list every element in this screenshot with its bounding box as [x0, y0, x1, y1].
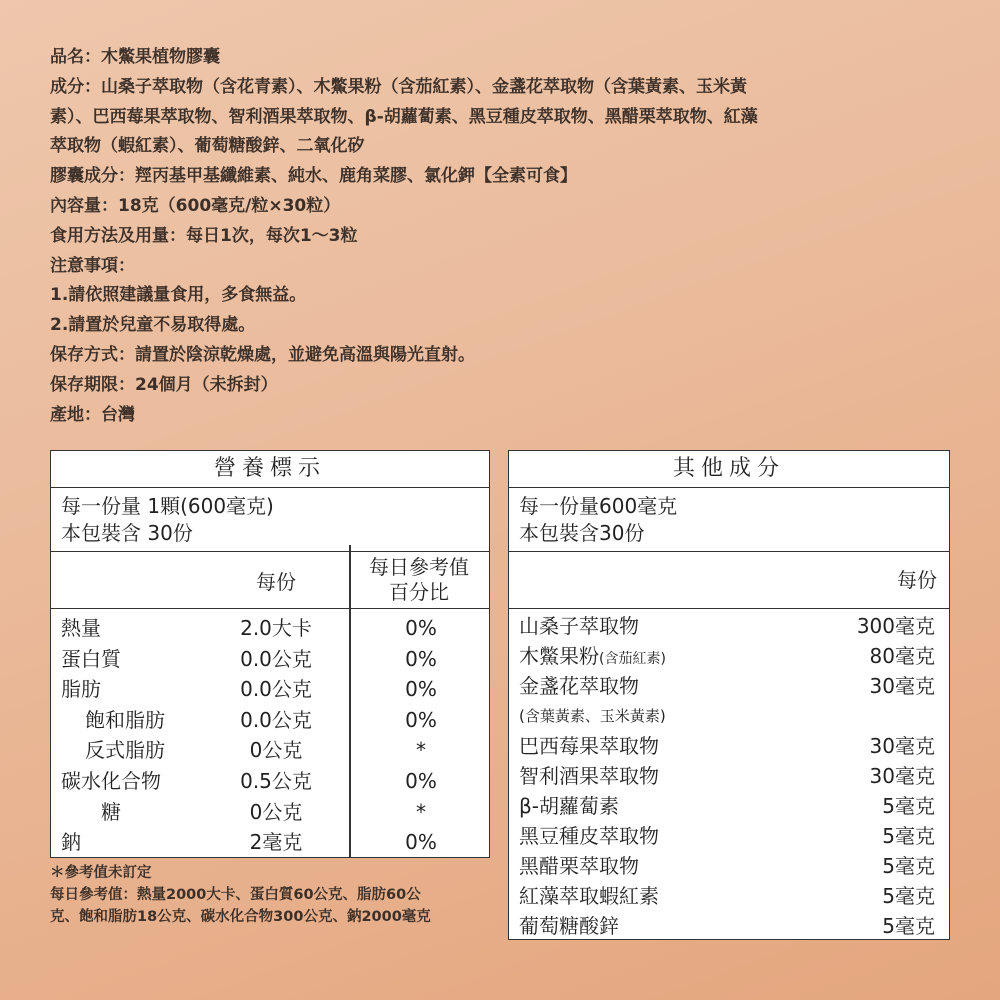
ingredient-name: 黑豆種皮萃取物	[519, 824, 659, 848]
table-row	[51, 705, 489, 736]
servings-per-package: 本包裝含30份	[519, 521, 645, 545]
ingredient-name: 山桑子萃取物	[519, 614, 639, 638]
table-row	[509, 881, 949, 911]
serving-size: 每一份量 1顆(600毫克)	[61, 494, 274, 518]
nutrient-name: 鈉	[61, 830, 81, 855]
nutrient-value: 0.0公克	[240, 646, 312, 671]
other-ingredient-rows	[509, 609, 949, 941]
ingredient-note: (含茄紅素)	[599, 651, 666, 667]
nutrient-daily: 0%	[405, 616, 437, 640]
nutrition-column-header	[51, 552, 489, 609]
ingredient-name-text: 木鱉果粉	[519, 644, 599, 668]
servings-per-package: 本包裝含 30份	[61, 521, 193, 545]
other-ingredients-table	[508, 450, 950, 940]
daily-value-header-line1: 每日參考值	[369, 555, 469, 579]
ingredients-line: 素）、巴西莓果萃取物、智利酒果萃取物、β-胡蘿蔔素、黑豆種皮萃取物、黑醋栗萃取物、紅藻	[50, 106, 758, 127]
per-serving-header: 每份	[256, 570, 296, 594]
per-serving-header: 每份	[509, 552, 949, 609]
daily-value-header-line2: 百分比	[389, 580, 449, 604]
nutrient-name: 熱量	[61, 616, 101, 640]
table-row	[509, 701, 949, 731]
ingredient-name: 葡萄糖酸鋅	[519, 914, 619, 938]
nutrient-name: 反式脂肪	[85, 738, 165, 763]
nutrient-name: 糖	[101, 799, 121, 824]
nutrition-facts-table	[50, 450, 490, 858]
shelf-life-line: 保存期限：24個月（未拆封）	[50, 374, 278, 395]
ingredient-amount: 80毫克	[869, 644, 935, 668]
nutrient-daily: 0%	[405, 830, 437, 855]
nutrition-footnote	[50, 862, 500, 928]
nutrient-value: 0公克	[249, 799, 303, 824]
table-row	[509, 671, 949, 701]
net-content-line: 內容量：18克（600毫克/粒×30粒）	[50, 195, 341, 216]
table-row	[509, 851, 949, 881]
table-row	[509, 821, 949, 851]
nutrient-value: 0.0公克	[240, 707, 312, 732]
storage-line: 保存方式：請置於陰涼乾燥處，並避免高溫與陽光直射。	[50, 344, 475, 365]
ingredient-amount: 5毫克	[882, 824, 935, 848]
ingredient-amount: 30毫克	[869, 764, 935, 788]
capsule-ingredients-line: 膠囊成分：羥丙基甲基纖維素、純水、鹿角菜膠、氯化鉀【全素可食】	[50, 166, 577, 187]
usage-line: 食用方法及用量：每日1次，每次1～3粒	[50, 225, 358, 246]
table-row	[509, 791, 949, 821]
ingredient-amount: 30毫克	[869, 674, 935, 698]
nutrient-daily: 0%	[405, 768, 437, 793]
ingredient-name	[519, 641, 666, 674]
ingredient-amount: 30毫克	[869, 734, 935, 758]
nutrient-daily: 0%	[405, 646, 437, 671]
ingredient-name: 巴西莓果萃取物	[519, 734, 659, 758]
ingredient-name: β-胡蘿蔔素	[519, 794, 619, 818]
ingredients-line: 萃取物（蝦紅素）、葡萄糖酸鋅、二氧化矽	[50, 136, 365, 157]
origin-line: 產地：台灣	[50, 404, 135, 425]
nutrient-value: 2.0大卡	[240, 616, 312, 640]
table-row	[51, 644, 489, 675]
ingredient-name: 金盞花萃取物	[519, 674, 639, 698]
table-row	[51, 797, 489, 828]
table-row	[51, 766, 489, 797]
serving-size: 每一份量600毫克	[519, 494, 678, 518]
ingredient-note: (含葉黃素、玉米黃素)	[519, 707, 666, 725]
nutrient-name: 脂肪	[61, 677, 101, 702]
notice-item: 2.請置於兒童不易取得處。	[50, 315, 256, 336]
notice-item: 1.請依照建議量食用，多食無益。	[50, 285, 307, 306]
nutrient-name: 碳水化合物	[61, 768, 161, 793]
table-row	[509, 641, 949, 671]
ingredient-amount: 5毫克	[882, 794, 935, 818]
footnote-daily-reference: 每日參考值：熱量2000大卡、蛋白質60公克、脂肪60公	[50, 887, 421, 903]
ingredient-name: 智利酒果萃取物	[519, 764, 659, 788]
nutrient-daily: 0%	[405, 707, 437, 732]
ingredient-amount: 5毫克	[882, 854, 935, 878]
nutrient-value: 0.5公克	[240, 768, 312, 793]
table-row	[509, 761, 949, 791]
product-info-text	[50, 44, 970, 431]
footnote-daily-reference-cont: 克、飽和脂肪18公克、碳水化合物300公克、鈉2000毫克	[50, 909, 431, 925]
nutrient-daily: 0%	[405, 677, 437, 702]
daily-value-header	[349, 555, 489, 605]
ingredients-line: 成分：山桑子萃取物（含花青素）、木鱉果粉（含茄紅素）、金盞花萃取物（含葉黃素、玉米黃	[50, 76, 747, 97]
nutrient-daily: *	[416, 738, 426, 763]
notice-heading: 注意事項：	[50, 255, 135, 276]
nutrition-serving-info	[51, 488, 489, 552]
nutrition-title: 營養標示	[51, 451, 489, 488]
table-row	[51, 613, 489, 644]
ingredient-amount: 300毫克	[856, 614, 935, 638]
table-row	[509, 911, 949, 941]
ingredient-name: 紅藻萃取蝦紅素	[519, 884, 659, 908]
footnote-asterisk: ＊參考值未訂定	[50, 865, 152, 881]
table-row	[51, 674, 489, 705]
ingredient-name: 黑醋栗萃取物	[519, 854, 639, 878]
other-serving-info	[509, 488, 949, 552]
nutrient-name: 飽和脂肪	[85, 707, 165, 732]
nutrient-value: 0.0公克	[240, 677, 312, 702]
nutrient-name: 蛋白質	[61, 646, 121, 671]
table-row	[509, 611, 949, 641]
nutrient-daily: *	[416, 799, 426, 824]
ingredient-amount: 5毫克	[882, 884, 935, 908]
nutrition-rows	[51, 609, 489, 858]
table-row	[51, 827, 489, 858]
nutrient-value: 0公克	[249, 738, 303, 763]
ingredient-amount: 5毫克	[882, 914, 935, 938]
table-row	[509, 731, 949, 761]
table-row	[51, 735, 489, 766]
other-ingredients-title: 其他成分	[509, 451, 949, 488]
nutrient-value: 2毫克	[249, 830, 303, 855]
product-name-line: 品名：木鱉果植物膠囊	[50, 47, 220, 67]
